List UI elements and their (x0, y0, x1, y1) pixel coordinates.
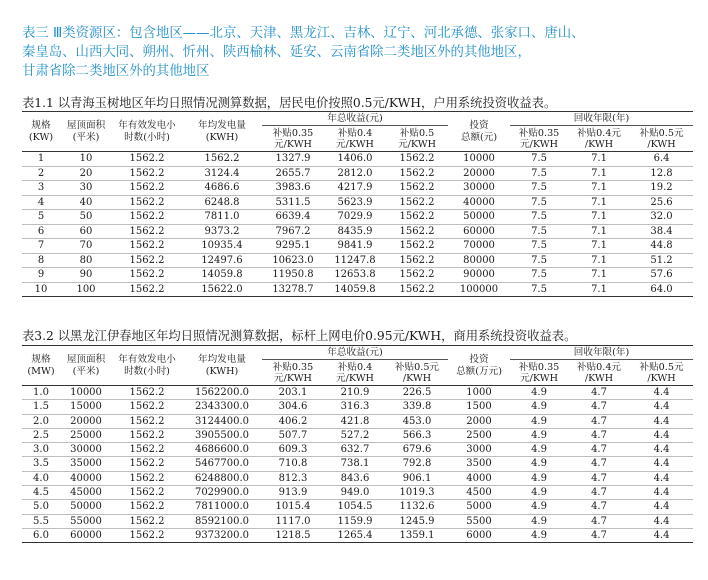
table-cell: 7 (37, 240, 45, 251)
table-cell: 1117.0 (275, 515, 311, 527)
table-cell: 1562.2 (399, 254, 435, 266)
table-cell: 453.0 (402, 415, 432, 427)
table-cell: 40 (79, 196, 93, 208)
table-cell: 9373200.0 (194, 529, 250, 541)
table-cell: 6.4 (653, 153, 670, 164)
table-cell: 7811000.0 (194, 501, 250, 513)
table-cell: 9373.2 (204, 225, 240, 237)
table-row (22, 166, 693, 181)
table-cell: 4.9 (531, 444, 547, 456)
table-cell: 1562.2 (399, 182, 435, 193)
table-cell: 4.9 (531, 401, 547, 413)
table-cell: 1562.2 (129, 387, 165, 398)
table-row (22, 528, 693, 542)
table-cell: 4.4 (653, 487, 670, 499)
table-row (22, 457, 693, 471)
table-row (22, 282, 693, 297)
table-row (22, 500, 693, 514)
table-row (22, 471, 693, 485)
table-cell: 1562.2 (129, 153, 165, 164)
table-cell: 1562.2 (129, 529, 165, 541)
table-cell: 7.1 (591, 167, 607, 179)
table-row (22, 268, 693, 283)
table-cell: 3.5 (33, 458, 49, 470)
table-cell: 51.2 (650, 254, 673, 266)
table-cell: 7029.9 (337, 211, 373, 222)
table-cell: 80 (79, 254, 93, 266)
table-cell: 4.7 (591, 387, 607, 398)
table-cell: 4.7 (591, 415, 607, 427)
income-sub-header: 补贴0.5 元/KWH (398, 127, 436, 150)
table-cell: 1562.2 (129, 458, 165, 470)
table-cell: 4.7 (591, 515, 607, 527)
table-cell: 80000 (463, 254, 495, 266)
table-cell: 4.9 (531, 501, 547, 513)
header-line: 秦皇岛、山西大同、朔州、忻州、陕西榆林、延安、云南省除二类地区外的其他地区， (22, 45, 531, 60)
table-cell: 7811.0 (204, 211, 240, 222)
table-cell: 12497.6 (201, 254, 243, 266)
table-cell: 14059.8 (201, 269, 243, 280)
table-cell: 4.7 (591, 429, 607, 441)
table-cell: 7.5 (531, 240, 547, 251)
table-cell: 40000 (463, 196, 495, 208)
table-cell: 812.3 (278, 472, 308, 484)
table-cell: 1 (37, 153, 45, 164)
table-cell: 1562.2 (129, 429, 165, 441)
table-cell: 57.6 (650, 269, 673, 280)
table-cell: 5500 (466, 515, 492, 527)
table-cell: 6000 (466, 529, 492, 541)
table-cell: 14059.8 (334, 283, 376, 295)
table-cell: 4.9 (531, 529, 547, 541)
table-cell: 45000 (70, 487, 102, 499)
table-cell: 792.8 (402, 458, 432, 470)
table-cell: 7.5 (531, 269, 547, 280)
table-cell: 5623.9 (337, 196, 373, 208)
table-cell: 6248.8 (204, 196, 240, 208)
table-cell: 64.0 (650, 283, 673, 295)
table1-body (22, 152, 693, 297)
table-cell: 10 (34, 283, 48, 295)
table-cell: 1562.2 (129, 211, 165, 222)
table2-body (22, 386, 693, 543)
table1 (22, 111, 693, 297)
table-cell: 90000 (463, 269, 495, 280)
table-row (22, 386, 693, 400)
table-cell: 1562.2 (204, 153, 240, 164)
table-cell: 50000 (463, 211, 495, 222)
table-cell: 738.1 (340, 458, 370, 470)
table-cell: 949.0 (340, 487, 370, 499)
table1-caption: 表1.1 以青海玉树地区年均日照情况测算数据，居民电价按照0.5元/KWH，户用系统投资收益表。 (22, 96, 557, 110)
table-row (22, 239, 693, 254)
table-cell: 1019.3 (399, 487, 435, 499)
table-cell: 8 (37, 254, 45, 266)
table-cell: 1265.4 (337, 529, 373, 541)
table-cell: 6639.4 (275, 211, 311, 222)
table-cell: 7.1 (591, 225, 607, 237)
col-investment-header: 投资 总额(元) (460, 119, 498, 143)
table-row (22, 443, 693, 457)
table-cell: 5467700.0 (194, 458, 250, 470)
table-cell: 9841.9 (337, 240, 373, 251)
payback-sub-header: 补贴0.5元 /KWH (639, 127, 684, 150)
table-cell: 1562.2 (129, 225, 165, 237)
table-cell: 1.0 (33, 387, 49, 398)
table-cell: 19.2 (650, 182, 673, 193)
table-row (22, 400, 693, 414)
table-cell: 4.7 (591, 472, 607, 484)
table-cell: 226.5 (402, 387, 432, 398)
table-cell: 100 (76, 283, 96, 295)
table-cell: 1562.2 (129, 444, 165, 456)
table-cell: 1562.2 (129, 415, 165, 427)
table-cell: 1562.2 (399, 167, 435, 179)
table-cell: 50 (79, 211, 93, 222)
table-cell: 3983.6 (275, 182, 311, 193)
table-cell: 1327.9 (275, 153, 311, 164)
table-cell: 11950.8 (272, 269, 314, 280)
table-cell: 3905500.0 (194, 429, 250, 441)
table-cell: 10 (79, 153, 93, 164)
table-cell: 7.5 (531, 167, 547, 179)
table-cell: 50000 (70, 501, 102, 513)
table-cell: 7.5 (531, 225, 547, 237)
table-cell: 679.6 (402, 444, 432, 456)
table-cell: 1562.2 (129, 167, 165, 179)
table-cell: 100000 (459, 283, 499, 295)
payback-group-header: 回收年限(年) (510, 346, 693, 360)
table-cell: 4.9 (531, 472, 547, 484)
table-cell: 1562.2 (399, 283, 435, 295)
income-sub-header: 补贴0.4 元/KWH (336, 127, 374, 150)
table-cell: 1015.4 (275, 501, 311, 513)
table-cell: 2 (37, 167, 45, 179)
table-cell: 4 (37, 196, 45, 208)
table-cell: 2812.0 (337, 167, 373, 179)
table-cell: 1406.0 (337, 153, 373, 164)
table-cell: 632.7 (340, 444, 370, 456)
table-cell: 70 (79, 240, 93, 251)
payback-sub-header: 补贴0.5元 /KWH (639, 361, 684, 384)
table-cell: 4.9 (531, 429, 547, 441)
col-generation-header: 年均发电量 (KWH) (198, 353, 246, 377)
col-generation-header: 年均发电量 (KWH) (198, 119, 246, 143)
table-cell: 60000 (463, 225, 495, 237)
table-cell: 3124400.0 (194, 415, 250, 427)
table-cell: 913.9 (278, 487, 308, 499)
table-cell: 4.9 (531, 515, 547, 527)
table-cell: 4.9 (531, 487, 547, 499)
table-cell: 35000 (70, 458, 102, 470)
col-spec-header: 规格 (KW) (28, 119, 54, 143)
table-cell: 20000 (70, 415, 102, 427)
table-cell: 30 (79, 182, 93, 193)
payback-sub-header: 补贴0.35 元/KWH (518, 127, 560, 150)
table-cell: 1500 (466, 401, 492, 413)
income-sub-header: 补贴0.5元 /KWH (394, 361, 440, 384)
payback-sub-header: 补贴0.4元 /KWH (576, 127, 622, 150)
table-cell: 25.6 (650, 196, 673, 208)
table-cell: 44.8 (650, 240, 673, 251)
table-cell: 7.1 (591, 182, 607, 193)
table-cell: 710.8 (278, 458, 308, 470)
table-cell: 4.9 (531, 387, 547, 398)
table-cell: 10935.4 (201, 240, 243, 251)
table-row (22, 428, 693, 442)
table-row (22, 195, 693, 210)
header-line: 表三 Ⅲ类资源区：包含地区——北京、天津、黑龙江、吉林、辽宁、河北承德、张家口、唐山、 (22, 26, 585, 41)
income-sub-header: 补贴0.35 元/KWH (272, 361, 314, 384)
table-cell: 1054.5 (337, 501, 373, 513)
table-cell: 6 (37, 225, 45, 237)
table-cell: 20000 (463, 167, 495, 179)
table-cell: 15622.0 (201, 283, 243, 295)
table-cell: 4.7 (591, 529, 607, 541)
table-cell: 25000 (70, 429, 102, 441)
table-cell: 527.2 (340, 429, 370, 441)
table-cell: 2655.7 (275, 167, 311, 179)
table-cell: 32.0 (650, 211, 673, 222)
table-cell: 30000 (463, 182, 495, 193)
table-cell: 4.5 (33, 487, 49, 499)
table-cell: 3 (37, 182, 45, 193)
table2-caption: 表3.2 以黑龙江伊春地区年均日照情况测算数据，标杆上网电价0.95元/KWH，商用系统投资收益表。 (22, 329, 577, 343)
table-cell: 5311.5 (275, 196, 311, 208)
table-cell: 40000 (70, 472, 102, 484)
table-cell: 10000 (70, 387, 102, 398)
table-cell: 7.5 (531, 254, 547, 266)
table-cell: 7.1 (591, 254, 607, 266)
table-cell: 2343300.0 (194, 401, 250, 413)
table-cell: 7.1 (591, 211, 607, 222)
income-sub-header: 补贴0.4 元/KWH (336, 361, 374, 384)
table-cell: 90 (79, 269, 93, 280)
col-spec-header: 规格 (MW) (27, 353, 55, 377)
table-cell: 1562.2 (399, 153, 435, 164)
table-cell: 1.5 (33, 401, 49, 413)
col-area-header: 屋顶面积 (平米) (66, 119, 106, 143)
table-cell: 9295.1 (275, 240, 311, 251)
table-cell: 4000 (466, 472, 492, 484)
table-cell: 4217.9 (337, 182, 373, 193)
table-cell: 1245.9 (399, 515, 435, 527)
table-cell: 7.1 (591, 196, 607, 208)
table-row (22, 210, 693, 225)
table-cell: 5.5 (33, 515, 49, 527)
table-cell: 4.7 (591, 487, 607, 499)
table-cell: 7.1 (591, 153, 607, 164)
table-cell: 4.4 (653, 472, 670, 484)
table-cell: 5 (37, 211, 45, 222)
table-cell: 4.4 (653, 401, 670, 413)
table-cell: 10000 (463, 153, 495, 164)
table-cell: 1359.1 (399, 529, 435, 541)
table-cell: 7.1 (591, 283, 607, 295)
table-cell: 7.1 (591, 240, 607, 251)
payback-sub-header: 补贴0.4元 /KWH (576, 361, 622, 384)
table-cell: 70000 (463, 240, 495, 251)
col-hours-header: 年有效发电小 时数(小时) (118, 119, 176, 143)
table-cell: 5.0 (33, 501, 49, 513)
table-cell: 7.5 (531, 153, 547, 164)
table-cell: 7967.2 (275, 225, 311, 237)
table-cell: 566.3 (402, 429, 432, 441)
table-cell: 5000 (466, 501, 492, 513)
table-cell: 30000 (70, 444, 102, 456)
table-cell: 4.7 (591, 444, 607, 456)
table-cell: 1562.2 (129, 240, 165, 251)
table-cell: 2.5 (33, 429, 49, 441)
table-cell: 20 (79, 167, 93, 179)
table-cell: 4686.6 (204, 182, 240, 193)
table-cell: 38.4 (650, 225, 673, 237)
table-cell: 1562.2 (129, 487, 165, 499)
table-row (22, 486, 693, 500)
table-cell: 304.6 (278, 401, 308, 413)
table-cell: 1562.2 (129, 283, 165, 295)
table-cell: 1562.2 (129, 254, 165, 266)
table-cell: 2000 (466, 415, 492, 427)
table-cell: 4.4 (653, 444, 670, 456)
table-row (22, 181, 693, 196)
table-cell: 8592100.0 (194, 515, 250, 527)
table-cell: 1562.2 (129, 515, 165, 527)
table-cell: 9 (37, 269, 45, 280)
table-row (22, 152, 693, 167)
table-cell: 4.9 (531, 458, 547, 470)
table-cell: 1562.2 (399, 225, 435, 237)
table-cell: 60 (79, 225, 93, 237)
table-cell: 6248800.0 (194, 472, 250, 484)
table-cell: 1562.2 (399, 240, 435, 251)
table-cell: 4.4 (653, 529, 670, 541)
region-header (22, 24, 692, 81)
table-cell: 906.1 (402, 472, 432, 484)
table-cell: 1562.2 (129, 269, 165, 280)
table-cell: 4.7 (591, 501, 607, 513)
table-row (22, 414, 693, 428)
table-cell: 12.8 (650, 167, 673, 179)
table-cell: 4.7 (591, 401, 607, 413)
table-cell: 7029900.0 (194, 487, 250, 499)
col-hours-header: 年有效发电小 时数(小时) (118, 353, 176, 377)
table-cell: 10623.0 (272, 254, 314, 266)
table-cell: 1562.2 (399, 211, 435, 222)
table-cell: 4.4 (653, 387, 670, 398)
table-cell: 8435.9 (337, 225, 373, 237)
table-cell: 1562.2 (129, 501, 165, 513)
table-cell: 4686600.0 (194, 444, 250, 456)
table-cell: 4.4 (653, 515, 670, 527)
table2 (22, 345, 693, 543)
table-cell: 2.0 (33, 415, 49, 427)
table-cell: 406.2 (278, 415, 308, 427)
income-group-header: 年总收益(元) (262, 112, 448, 126)
table-cell: 203.1 (278, 387, 308, 398)
table-cell: 210.9 (340, 387, 370, 398)
table-cell: 316.3 (340, 401, 370, 413)
table-cell: 4.4 (653, 415, 670, 427)
table-cell: 1562.2 (129, 472, 165, 484)
table-cell: 1000 (466, 387, 492, 398)
table-cell: 1218.5 (275, 529, 311, 541)
table-cell: 7.5 (531, 182, 547, 193)
table-cell: 3000 (466, 444, 492, 456)
table-cell: 4.4 (653, 429, 670, 441)
table-cell: 4.7 (591, 458, 607, 470)
table-cell: 1562.2 (129, 196, 165, 208)
table-cell: 12653.8 (334, 269, 376, 280)
header-line: 甘肃省除二类地区外的其他地区 (22, 64, 210, 79)
table-cell: 4.4 (653, 501, 670, 513)
table-cell: 2500 (466, 429, 492, 441)
table-cell: 3.0 (33, 444, 49, 456)
table-cell: 1562.2 (129, 182, 165, 193)
table-cell: 13278.7 (272, 283, 314, 295)
table-cell: 55000 (70, 515, 102, 527)
table-row (22, 514, 693, 528)
table-row (22, 253, 693, 268)
table-cell: 1562.2 (129, 401, 165, 413)
table-cell: 3500 (466, 458, 492, 470)
table-cell: 1562.2 (399, 196, 435, 208)
table-cell: 339.8 (402, 401, 432, 413)
table-cell: 4.0 (33, 472, 49, 484)
table-cell: 1562.2 (399, 269, 435, 280)
payback-sub-header: 补贴0.35 元/KWH (518, 361, 560, 384)
table-cell: 1159.9 (337, 515, 373, 527)
table-cell: 507.7 (278, 429, 308, 441)
table-cell: 7.5 (531, 196, 547, 208)
table-cell: 609.3 (278, 444, 308, 456)
table-cell: 7.5 (531, 283, 547, 295)
table-cell: 843.6 (340, 472, 370, 484)
table-cell: 4.4 (653, 458, 670, 470)
income-group-header: 年总收益(元) (262, 346, 448, 360)
table-cell: 6.0 (33, 529, 49, 541)
income-sub-header: 补贴0.35 元/KWH (272, 127, 314, 150)
table-cell: 60000 (70, 529, 102, 541)
table-cell: 1562200.0 (194, 387, 250, 398)
table-cell: 3124.4 (204, 167, 240, 179)
table-cell: 15000 (70, 401, 102, 413)
col-investment-header: 投资 总额(万元) (456, 353, 502, 377)
table-cell: 7.5 (531, 211, 547, 222)
table-cell: 11247.8 (334, 254, 376, 266)
table-cell: 4500 (466, 487, 492, 499)
payback-group-header: 回收年限(年) (510, 112, 693, 126)
table-cell: 4.9 (531, 415, 547, 427)
table-cell: 7.1 (591, 269, 607, 280)
col-area-header: 屋顶面积 (平米) (66, 353, 106, 377)
table-row (22, 224, 693, 239)
table-cell: 1132.6 (399, 501, 435, 513)
table-cell: 421.8 (340, 415, 370, 427)
